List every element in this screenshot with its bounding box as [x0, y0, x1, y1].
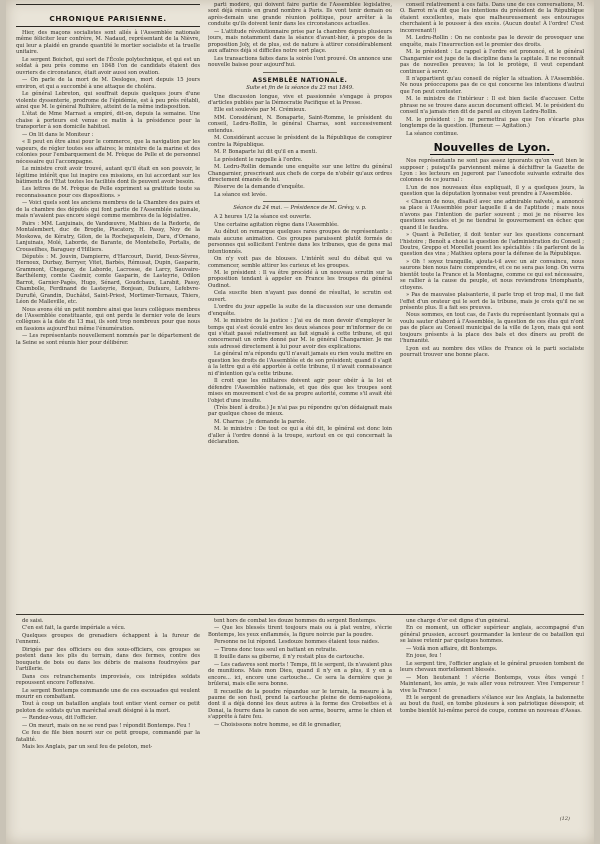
- paragraph: — On lit dans le Moniteur :: [22, 131, 94, 138]
- paragraph: Il fouille dans sa giberne, il n'y restait plus de cartouche.: [214, 654, 365, 661]
- paragraph: — Choisissons notre homme, se dit le grenadier,: [214, 721, 342, 728]
- paragraph: Députés : M. Jouvin, Dampierre, d'Harcourt, David, Deux-Sèvres, Hernoux, Durbay, Berryer, Vitet, Barbès, Rémusat, Dupin, Gasparin, Grammont, Chegaray, de Laborde, Lacrosse, de Larcy, Sauvaire-Barthélemy, comte Casimir, comte Gasparin, de Lasteyrie, Odilon Barrot, Garnier-Pagès, Hugo, Sénard, Goudchaux, Larabit, Passy, Chambolle, Ferdinand de Lasteyrie, Bonjean, Dufaure, Lefebvre-Duruflé, Grandin, Duchâtel, Saint-Priest, Mortimer-Ternaux, Thiers, Léon de Malleville, etc.: [16, 253, 200, 306]
- paragraph: L'état de Mme Marrast a empiré, dit-on, depuis la semaine. Une chaise à porteurs est venue ce matin à la présidence pour la transporter à son domicile habituel.: [16, 111, 200, 131]
- paragraph: Les lettres de M. Frèque de Pelle expriment sa gratitude toute sa reconnaissance pour ces dispositions. »: [16, 186, 200, 199]
- paragraph: Hier, des maçons socialistes sont allés à l'Assemblée nationale même féliciter leur confrère, M. Nadaud, représentant de la Nièvre, qui leur a plaidé en grande quantité le mortier socialiste et la truelle unitaire.: [16, 30, 200, 56]
- assembly-heading: ASSEMBLÉE NATIONALE.: [252, 76, 348, 84]
- paragraph: La séance continue.: [406, 130, 459, 137]
- paragraph: Elle est soulevée par M. Crémieux.: [214, 107, 307, 114]
- paragraph: Pairs : MM. Lanjuinais, de Vandœuvre, Mathieu de la Redorte, de Montalembert, duc de Broglie, Piscatory, H. Passy, Noy de la Moskowa, de Kératry, Gilon, de la Rochejaquelein, Daru, d'Ornano, Lanjuinais, Molé, Laborde, de Barante, de Montebello, Portalis, de Crouseilhes, Baraguey d'Hilliers.: [16, 220, 200, 253]
- paragraph: M. Ledru-Rollin : On ne conteste pas le devoir de provoquer une enquête, mais l'insurrection est le premier des droits.: [400, 35, 584, 48]
- paragraph: Une certaine agitation règne dans l'Assemblée.: [214, 221, 339, 228]
- paragraph: — Que les blessés tirent toujours mais ou à plat ventre, s'écrie Bontemps, les yeux enflammés, la figure noircie par la poudre.: [208, 625, 392, 638]
- paragraph: « Chacun de nous, disait-il avec une admirable naïveté, a annoncé sa place à l'Assemblée pour laquelle il a de l'aptitude ; mais nous n'avons pas l'intention de parler souvent ; moi je ne réserve les questions sociales et je ne tiendrai le gouvernement en échec que quand il le faudra.: [400, 198, 584, 231]
- paragraph: M. le président : Il va être procédé à un nouveau scrutin sur la proposition tendant à appeler en France les troupes du général Oudinot.: [208, 269, 392, 289]
- feuilleton-column-1: [16, 618, 200, 840]
- paragraph: Ce feu de file bien nourri sur ce petit groupe, commandé par la fatalité.: [16, 730, 200, 743]
- paragraph: L'ordre du jour appelle la suite de la discussion sur une demande d'enquête.: [208, 304, 392, 317]
- lyon-title-text: Nouvelles de Lyon.: [430, 141, 555, 155]
- paragraph: Le sergent tire, l'officier anglais et le général prussien tombent de leurs chevaux mortellement blessés.: [400, 660, 584, 674]
- paragraph: Il croit que les militaires doivent agir pour obéir à la loi et défendre l'Assemblée nationale, et que dès que les troupes sont mises en mouvement c'est de sa propre autorité, comme s'il avait été l'objet d'une insulte.: [208, 378, 392, 404]
- chronique-heading-box: [16, 4, 200, 27]
- paragraph: Et le sergent de grenadiers s'élance sur les Anglais, la baïonnette au bout du fusil, en tombe plusieurs à son patriotique désespoir, et tombe bientôt lui-même percé de coups, comme un nouveau d'Assas.: [400, 694, 584, 714]
- paragraph: La séance est levée.: [214, 191, 267, 198]
- paragraph: « Il peut en être ainsi pour le commerce, que la navigation par les vapeurs, de régler toutes ses affaires; le ministre de la marine et des colonies pour l'embarquement de M. Frèque de Pelle et de personnel nécessaire qui l'accompagne.: [16, 139, 200, 165]
- paragraph: Quelques groupes de grenadiers échappent à la fureur de l'ennemi.: [16, 632, 200, 646]
- paragraph: (Très bien! à droite.) Je n'ai pas pu répondre qu'on dédaignait mais par quelque chose de mieux.: [208, 405, 392, 418]
- paragraph: — Les cadavres sont morts ! Temps, fit le sergent, ils n'avaient plus de munitions. Mais mon Dieu, quand il n'y en a plus, il y en a encore... ici, encore une cartouche... Ce sera la dernière que je brûlerai, mais elle sera bonne.: [208, 661, 392, 688]
- paragraph: M. Charras : Je demande la parole.: [214, 418, 307, 425]
- paragraph: Nous sommes, en tout cas, de l'avis du représentant lyonnais qui a voulu sauter d'abord à l'Assemblée, la question de ces élus qui n'ont pas de place au Conseil municipal de la ville de Lyon, mais qui sont toujours présents à la place des bals et des dîners au profit de l'humanité.: [400, 312, 584, 345]
- paragraph: Nos représentants ne sont pas assez ignorants qu'on veut bien le supposer ; puisqu'ils parviennent même à déchiffrer la Gazette de Lyon : les lecteurs en jugeront par l'anecdote suivante extraite des colonnes de ce journal :: [400, 158, 584, 184]
- paragraph: Les transactions faites dans la soirée l'ont prouvé. On annonce une nouvelle baisse pour aujourd'hui.: [208, 55, 392, 69]
- feuilleton-section: [16, 618, 584, 840]
- paragraph: Tout à coup un bataillon anglais tout entier vient cerner ce petit peloton de soldats qu'un maréchal avait désigné à la mort.: [16, 701, 200, 714]
- chronique-heading: CHRONIQUE PARISIENNE.: [49, 14, 167, 23]
- paragraph: » Pas de mauvaise plaisanterie, il parle trop et trop mal, il me fait l'effet d'un orateur qui le sort de la tribune, mais je crois qu'il ne se présente plus. Il a fait ses preuves.: [400, 292, 584, 312]
- paragraph: M. le ministre : De tout ce qui a été dit, le général est donc loin d'aller à l'ordre donné à la troupe, surtout en ce qui concernait la déclaration.: [208, 426, 392, 446]
- paragraph: — Tirons donc tous seul en battant en retraite.: [214, 646, 338, 653]
- paragraph: conseil relativement à ces faits. Dans une de ces conversations, M. O. Barrot m'a dit que les intentions du président de la République étaient excellentes, mais que malheureusement ses entourages cherchaient à le pousser à des excès. (Aucun doute! À l'ordre! C'est inconvenant!): [400, 2, 584, 34]
- column-2: [208, 2, 392, 614]
- paragraph: M. le président : Le rappel à l'ordre est prononcé, et le général Changarnier est juge de la discipline dans la capitale. Il ne reconnaît pas de nouvelles preuves; la loi le protège, il veut cependant continuer à servir.: [400, 49, 584, 75]
- paragraph: Il n'appartient qu'au conseil de régler la situation. À l'Assemblée. Ne nous préoccupons pas de ce qui concerne les intentions d'autrui que l'on peut contester.: [400, 75, 584, 95]
- paragraph: Le général m'a répondu qu'il n'avait jamais eu rien voulu mettre en question les droits de l'Assemblée et de son président; quand il s'agit à la lettre qui a été apportée à cette tribune, il n'avait connaissance ni d'intention qu'a cette tribune.: [208, 351, 392, 377]
- paragraph: Personne ne lui répond. Lesdouze hommes étaient tous raides.: [214, 639, 380, 646]
- paragraph: Le ministre croit avoir trouvé, autant qu'il était en son pouvoir, le légitime intérêt que lui inspire ces missions, en lui accordant sur les bâtiments de l'État toutes les facilités dont ils peuvent avoir besoin.: [16, 166, 200, 185]
- lyon-section-title: [400, 141, 584, 154]
- paragraph: M. Considérant accuse le président de la République de conspirer contre la République.: [208, 135, 392, 148]
- paragraph: Une discussion longue, vive et passionnée s'engage à propos d'articles publiés par la Démocratie Pacifique et la Presse.: [208, 93, 392, 106]
- paragraph: Il recueille de la poudre répandue sur le terrain, la mesure à la paume de son fusil, prend la cartouche pleine de demi-napoléons, dont il a déjà donné les deux autres à la forme des Croisettes et à Donai, la fourre dans le canon de son arme, bourre, arme le chien et s'apprête à faire feu.: [208, 688, 392, 721]
- page-number: (12): [559, 816, 570, 822]
- paragraph: une charge d'or est digne d'un général.: [406, 618, 510, 624]
- paragraph: — Voici quels sont les anciens membres de la Chambre des pairs et de la chambre des députés qui font partie de l'Assemblée nationale, mais n'avaient pas encore siégé comme membres de la législative.: [16, 200, 200, 220]
- paragraph: Le sergent Boichot, qui sort de l'École polytechnique, et qui est un soldat à peu près comme en 1848 l'on de candidats étaient des ouvriers de circonstance, était avoir aussi son ovation.: [16, 56, 200, 76]
- assembly-date: Suite et fin de la séance du 23 mai 1849.: [246, 84, 354, 91]
- paragraph: Dirigés par des officiers ou des sous-officiers, ces groupes se postent dans les plis du terrain, dans des fermes, contre des bouquets de bois ou dans les débris de maisons foudroyées par l'artillerie.: [16, 646, 200, 673]
- paragraph: — Mon lieutenant ! s'écrie Bontemps, vous êtes vengé ! Maintenant, les amis, je vais aller vous retrouver. Vive l'empereur ! vive la France !: [400, 674, 584, 694]
- paragraph: On n'y voit pas de blouses. L'intérêt seul du débat qui va commencer, semble attirer les curieux et les groupes.: [208, 256, 392, 269]
- paragraph: Réserve de la demande d'enquête.: [214, 184, 305, 191]
- paragraph: En ce moment, un officier supérieur anglais, accompagné d'un général prussien, accourt gourmander la lenteur de ce bataillon qui se laisse retenir par quelques hommes.: [400, 625, 584, 645]
- paragraph: L'un de nos nouveaux élus expliquait, il y a quelques jours, la question que la députation lyonnaise veut prendre à l'Assemblée.: [400, 184, 584, 198]
- paragraph: Le général Lebreton, qui souffrait depuis quelques jours d'une violente dyssenterie, prodrome de l'épidémie, est à peu près rétabli, ainsi que M. le général Rulhière, atteint de la même indisposition.: [16, 91, 200, 110]
- paragraph: — On meurt, mais on ne se rend pas ! répondit Bontemps. Feu !: [22, 722, 191, 729]
- paragraph: M. Ledru-Rollin demande une enquête sur une lettre du général Changarnier, prescrivant aux chefs de corps de n'obéir qu'aux ordres directement émanés de lui.: [208, 164, 392, 183]
- paragraph: Au début on remarque quelques rares groupes de représentants : mais aucune animation. Ces groupes paraissent plutôt formés de personnes qui sollicitent l'entrée dans les tribunes, que de gens mal intentionnés.: [208, 229, 392, 255]
- paragraph: — Les représentants nouvellement nommés par le département de la Seine se sont réunis hier pour délibérer.: [16, 333, 200, 346]
- paragraph: MM. Considérant, N. Bonaparte, Saint-Romme, le président du conseil, Ledru-Rollin, le général Charras, sont successivement entendus.: [208, 114, 392, 134]
- paragraph: Dans ces retranchements improvisés, ces intrépides soldats repoussent encore l'offensive.: [16, 673, 200, 687]
- feuilleton-rule: [16, 614, 584, 615]
- paragraph: M. P. Bonaparte lui dit qu'il en a menti.: [214, 149, 318, 156]
- paragraph: Le sergent Bontemps commande une de ces escouades qui veulent mourir en combattant.: [16, 687, 200, 700]
- paragraph: Lyon est au nombre des villes de France où le parti socialiste pourrait trouver une bonne place.: [400, 345, 584, 359]
- paragraph: M. le ministre de la justice : J'ai eu de mon devoir d'employer le temps qui s'est écoulé entre les deux séances pour m'informer de ce qui s'était passé relativement au fait signalé à cette tribune, et qui concernerait un ordre donné par M. le général Changarnier. Je me suis adressé directement à lui pour avoir des explications.: [208, 318, 392, 350]
- divider: [263, 201, 337, 202]
- paragraph: A 2 heures 1/2 la séance est ouverte.: [214, 214, 312, 221]
- newspaper-page: [6, 0, 594, 844]
- paragraph: — L'attitude révolutionnaire prise par la chambre depuis plusieurs jours, mais notamment dans la séance d'avant-hier, à propos de la proposition Joly, et de plus, est de nature à attirer considérablement aux affaires déjà si difficiles notre sort plaçe.: [208, 28, 392, 55]
- session-line: Séance du 24 mai. — Présidence de M. Grévy, v. p.: [233, 205, 367, 212]
- paragraph: — Rendez-vous, dit l'officier.: [22, 715, 97, 722]
- paragraph: Nous avons été un petit nombre ainsi que leurs collègues membres de l'Assemblée constituante, qui ont perdu le dernier vote de leurs collègues à la date du 13 mai, ils sont trop nombreux pour que nous en fassions aujourd'hui même l'énumération.: [16, 306, 200, 332]
- paragraph: Le président le rappelle à l'ordre.: [214, 156, 303, 163]
- feuilleton-column-2: [208, 618, 392, 840]
- paragraph: tent hors de combat les douze hommes du sergent Bontemps.: [214, 618, 377, 624]
- feuilleton-column-3: [400, 618, 584, 840]
- paragraph: M. le ministre de l'intérieur : Il est bien facile d'accuser. Cette phrase ne se trouve dans aucun document officiel. M. le président du conseil n'a jamais rien dit de pareil au citoyen Ledru-Rollin.: [400, 96, 584, 116]
- paragraph: » Oh ! soyez tranquille, ajouta-t-il avec un air convaincu, nous saurons bien nous faire comprendre, et ce ne sera pas long. On verra bientôt toute la France et la Montagne, comme ce qui est nécessaire, se rallier à la cause du peuple, et nous reviendrons triomphants, citoyens.: [400, 258, 584, 291]
- paragraph: — Voilà mon affaire, dit Bontemps.: [406, 645, 498, 652]
- paragraph: — On parle de la mort de M. Desloges, mort depuis 15 jours environ, et qui a succombé à une attaque de choléra.: [16, 77, 200, 90]
- paragraph: parti modéré, qui doivent faire partie de l'Assemblée législative, sont déjà réunis en grand nombre à Paris. Ils vont tenir demain ou après-demain une grande réunion politique, pour arrêter à la conduite qu'ils doivent tenir dans les circonstances actuelles.: [208, 2, 392, 28]
- divider: [263, 72, 337, 73]
- paragraph: Mais les Anglais, par un seul feu de peloton, met-: [22, 744, 153, 751]
- paragraph: Cela suscite bien n'ayant pas donné de résultat, le scrutin est ouvert.: [208, 290, 392, 303]
- paragraph: de saisi.: [22, 618, 44, 624]
- paragraph: » Quant à Pelletier, il doit tenter sur les questions concernant l'histoire ; Benoît a choisi la question de l'administration du Conseil ; Doutre, Greppo et Morellet jouent les spécialités : ils parleront de la question des vins ; Mathieu optera pour la défense de la République.: [400, 232, 584, 258]
- upper-section: [16, 2, 584, 614]
- column-3: [400, 2, 584, 614]
- column-1: [16, 2, 200, 614]
- paragraph: M. le président : Je ne permettrai pas que l'on s'écarte plus longtemps de la question. (Rumeur. — Agitation.): [400, 116, 584, 130]
- paragraph: En joue, feu !: [406, 653, 442, 660]
- paragraph: C'en est fait, la garde impériale a vécu.: [22, 625, 126, 632]
